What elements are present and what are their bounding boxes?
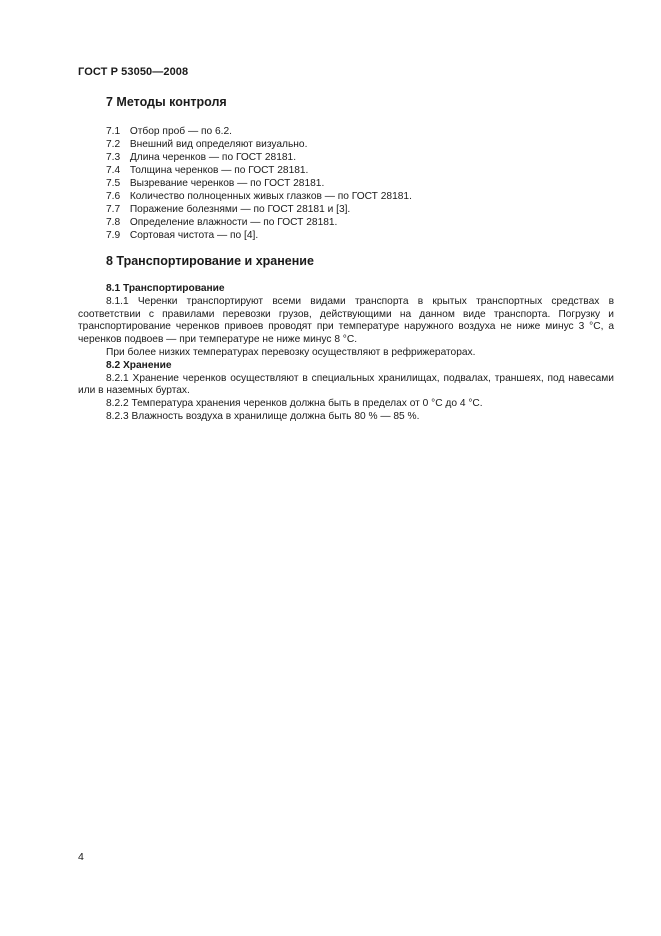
paragraph-8-1-1: 8.1.1 Черенки транспортируют всеми видами транспорта в крытых транспортных средствах в соответствии с правилами перевозки грузов, действующими на данном виде транспорта. Погрузку и транспортирование черенков привоев проводят при температуре наружного воздуха не ниже минус 3 °С, а черенков подвоев — при температуре не ниже минус 8 °С. bbox=[78, 295, 614, 346]
section-7-heading: 7 Методы контроля bbox=[106, 95, 227, 109]
item-text: Поражение болезнями — по ГОСТ 28181 и [3]. bbox=[129, 204, 351, 215]
paragraph-8-2-3: 8.2.3 Влажность воздуха в хранилище должна быть 80 % — 85 %. bbox=[106, 410, 420, 422]
item-text: Толщина черенков — по ГОСТ 28181. bbox=[129, 165, 309, 176]
list-item bbox=[106, 229, 412, 242]
list-item bbox=[106, 151, 412, 164]
list-item bbox=[106, 203, 412, 216]
item-number: 7.9 bbox=[106, 230, 121, 241]
paragraph-8-2-2: 8.2.2 Температура хранения черенков должна быть в пределах от 0 °С до 4 °С. bbox=[106, 398, 483, 410]
section-7-list bbox=[106, 125, 412, 242]
standard-header: ГОСТ Р 53050—2008 bbox=[78, 66, 189, 78]
item-text: Определение влажности — по ГОСТ 28181. bbox=[129, 217, 338, 228]
list-item bbox=[106, 138, 412, 151]
item-number: 7.4 bbox=[106, 165, 121, 176]
item-number: 7.1 bbox=[106, 126, 121, 137]
item-text: Количество полноценных живых глазков — по ГОСТ 28181. bbox=[129, 191, 412, 202]
list-item bbox=[106, 125, 412, 138]
page-number: 4 bbox=[78, 851, 84, 863]
item-number: 7.8 bbox=[106, 217, 121, 228]
list-item bbox=[106, 190, 412, 203]
item-text: Сортовая чистота — по [4]. bbox=[129, 230, 259, 241]
paragraph-8-1-1-cont: При более низких температурах перевозку осуществляют в рефрижераторах. bbox=[106, 346, 476, 358]
list-item bbox=[106, 216, 412, 229]
item-number: 7.6 bbox=[106, 191, 121, 202]
subsection-8-1-heading: 8.1 Транспортирование bbox=[106, 283, 225, 294]
item-text: Внешний вид определяют визуально. bbox=[129, 139, 308, 150]
item-number: 7.3 bbox=[106, 152, 121, 163]
item-number: 7.7 bbox=[106, 204, 121, 215]
item-text: Вызревание черенков — по ГОСТ 28181. bbox=[129, 178, 325, 189]
item-number: 7.5 bbox=[106, 178, 121, 189]
paragraph-8-2-1: 8.2.1 Хранение черенков осуществляют в специальных хранилищах, подвалах, траншеях, под навесами или в наземных буртах. bbox=[78, 372, 614, 397]
item-number: 7.2 bbox=[106, 139, 121, 150]
subsection-8-2-heading: 8.2 Хранение bbox=[106, 359, 172, 371]
item-text: Длина черенков — по ГОСТ 28181. bbox=[129, 152, 297, 163]
item-text: Отбор проб — по 6.2. bbox=[129, 126, 232, 137]
list-item bbox=[106, 164, 412, 177]
section-8-heading: 8 Транспортирование и хранение bbox=[106, 254, 314, 268]
list-item bbox=[106, 177, 412, 190]
section-8-body bbox=[78, 283, 614, 424]
